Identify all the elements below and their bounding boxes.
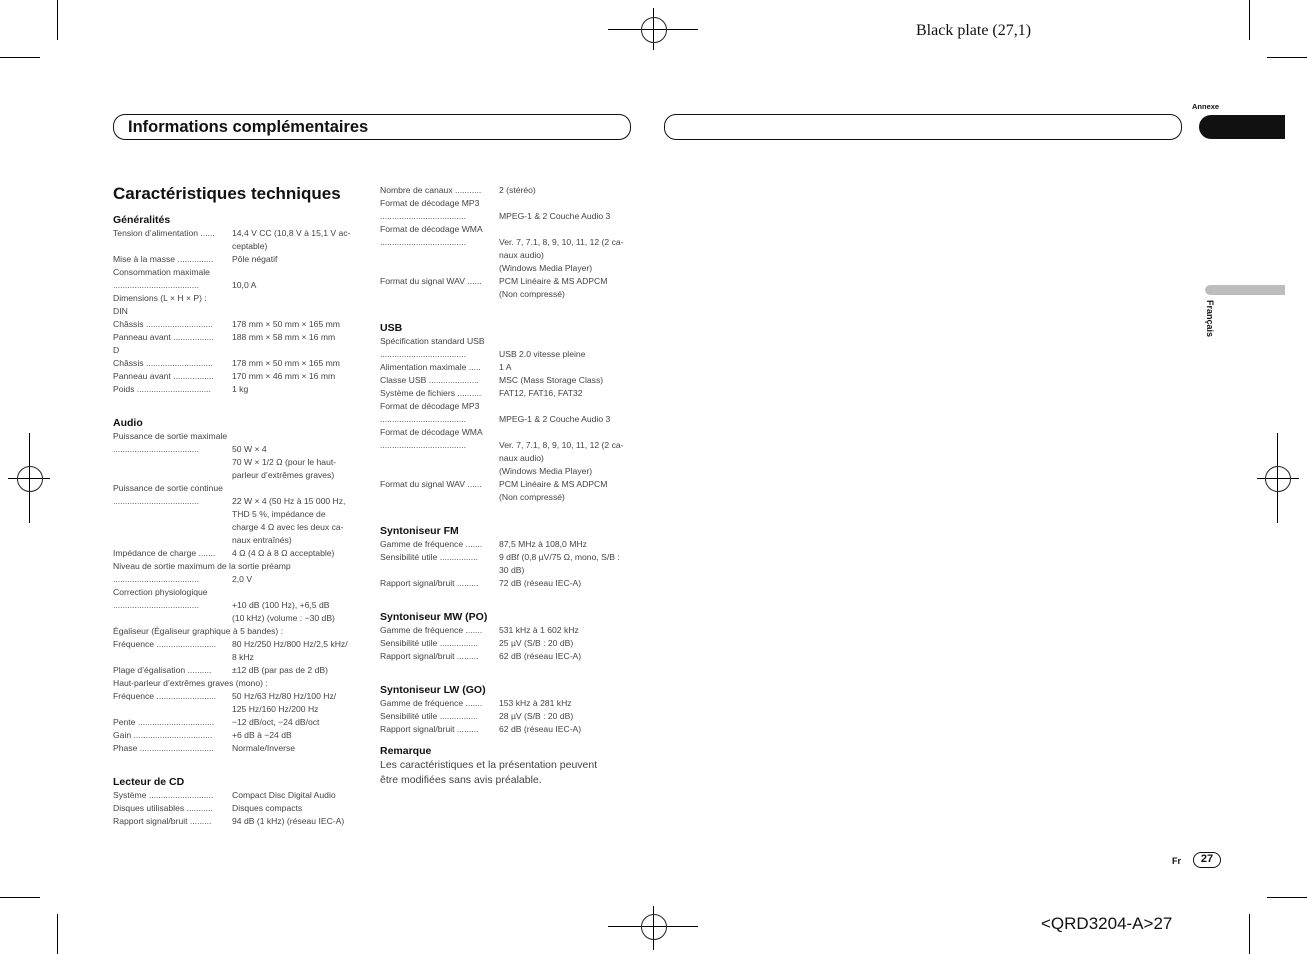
rows-audio [113, 430, 358, 755]
language-label: Français [1205, 300, 1215, 338]
spec-row [380, 439, 632, 452]
spec-key: Mise à la masse ............... [113, 254, 214, 264]
spec-key: Alimentation maximale ..... [380, 362, 481, 372]
spec-key [113, 456, 232, 469]
heading-audio: Audio [113, 417, 143, 429]
spec-row [380, 262, 632, 275]
spec-key: .................................... [380, 440, 466, 450]
spec-value: (Windows Media Player) [499, 263, 593, 273]
spec-value: parleur d’extrêmes graves) [232, 470, 335, 480]
spec-key [113, 521, 232, 534]
spec-row [380, 387, 632, 400]
spec-key [113, 651, 232, 664]
spec-row [380, 361, 632, 374]
crop-mark [57, 0, 58, 40]
spec-row [113, 612, 358, 625]
spec-row [113, 357, 358, 370]
spec-value: 87,5 MHz à 108,0 MHz [499, 539, 587, 549]
spec-key: Poids ............................... [113, 384, 211, 394]
crop-mark [0, 57, 40, 58]
spec-key: .................................... [380, 349, 466, 359]
spec-key [113, 469, 232, 482]
spec-value: 14,4 V CC (10,8 V à 15,1 V ac- [232, 228, 351, 238]
spec-value: ceptable) [232, 241, 268, 251]
spec-key: Système de fichiers .......... [380, 388, 482, 398]
spec-value: +10 dB (100 Hz), +6,5 dB [232, 600, 330, 610]
spec-value: 30 dB) [499, 565, 525, 575]
spec-key: Panneau avant ................. [113, 332, 214, 342]
spec-line: Format de décodage WMA [380, 224, 483, 234]
spec-key: .................................... [113, 600, 199, 610]
spec-value: 8 kHz [232, 652, 254, 662]
spec-key: Disques utilisables ........... [113, 803, 213, 813]
spec-value: 62 dB (réseau IEC-A) [499, 651, 582, 661]
spec-value: MPEG-1 & 2 Couche Audio 3 [499, 414, 611, 424]
spec-row [113, 599, 358, 612]
spec-value: PCM Linéaire & MS ADPCM [499, 479, 608, 489]
spec-key: Rapport signal/bruit ......... [380, 651, 479, 661]
spec-value: (Windows Media Player) [499, 466, 593, 476]
spec-line: Spécification standard USB [380, 336, 485, 346]
registration-mark-icon [641, 17, 667, 43]
spec-key: Pente ................................ [113, 717, 215, 727]
spec-row [380, 210, 632, 223]
heading-cd: Lecteur de CD [113, 776, 185, 788]
heading-remarque: Remarque [380, 745, 432, 757]
language-tab [1205, 285, 1285, 295]
spec-line: Correction physiologique [113, 587, 208, 597]
spec-value: MPEG-1 & 2 Couche Audio 3 [499, 211, 611, 221]
spec-row [113, 318, 358, 331]
spec-key [380, 491, 499, 504]
heading-generalites: Généralités [113, 214, 171, 226]
spec-row [380, 348, 632, 361]
spec-line: Haut-parleur d’extrêmes graves (mono) : [113, 678, 268, 688]
spec-value: Normale/Inverse [232, 743, 296, 753]
spec-row [113, 521, 358, 534]
spec-key: .................................... [113, 574, 199, 584]
spec-row [113, 370, 358, 383]
spec-key: Phase ............................... [113, 743, 214, 753]
section-title: Informations complémentaires [128, 118, 369, 136]
specs-column-2 [380, 184, 632, 788]
spec-key: Format du signal WAV ...... [380, 276, 482, 286]
spec-row [380, 564, 632, 577]
spec-row [380, 624, 632, 637]
spec-row [380, 491, 632, 504]
spec-row [113, 331, 358, 344]
spec-value: +6 dB à −24 dB [232, 730, 292, 740]
page-title: Caractéristiques techniques [113, 184, 341, 203]
spec-key: Châssis ............................ [113, 319, 213, 329]
heading-lw: Syntoniseur LW (GO) [380, 684, 486, 696]
spec-value: 28 µV (S/B : 20 dB) [499, 711, 574, 721]
spec-row [380, 538, 632, 551]
spec-row [380, 551, 632, 564]
crop-mark [57, 914, 58, 954]
spec-value: charge 4 Ω avec les deux ca- [232, 522, 344, 532]
spec-line: Puissance de sortie continue [113, 483, 223, 493]
spec-key: Rapport signal/bruit ......... [113, 816, 212, 826]
spec-row [380, 288, 632, 301]
spec-row [380, 577, 632, 590]
spec-row [380, 275, 632, 288]
spec-row [113, 729, 358, 742]
plate-label: Black plate (27,1) [916, 22, 1032, 39]
spec-key [113, 703, 232, 716]
spec-row [380, 723, 632, 736]
spec-key: Sensibilité utile ................ [380, 638, 478, 648]
spec-key: Format du signal WAV ...... [380, 479, 482, 489]
spec-key: Rapport signal/bruit ......... [380, 724, 479, 734]
spec-row [113, 547, 358, 560]
spec-key [113, 612, 232, 625]
spec-value: naux entraînés) [232, 535, 292, 545]
spec-key: .................................... [380, 237, 466, 247]
remarque-line: Les caractéristiques et la présentation peuvent [380, 759, 598, 771]
spec-row [113, 534, 358, 547]
page-number: 27 [1200, 853, 1214, 865]
spec-row [113, 716, 358, 729]
heading-fm: Syntoniseur FM [380, 525, 459, 537]
spec-value: FAT12, FAT16, FAT32 [499, 388, 583, 398]
spec-key: Impédance de charge ....... [113, 548, 216, 558]
crop-mark [1249, 914, 1250, 954]
page-number-badge [1193, 852, 1221, 868]
spec-value: Pôle négatif [232, 254, 278, 264]
spec-value: 2 (stéréo) [499, 185, 536, 195]
spec-value: 178 mm × 50 mm × 165 mm [232, 358, 340, 368]
spec-row [380, 465, 632, 478]
spec-key [380, 452, 499, 465]
spec-row [113, 815, 358, 828]
spec-row [113, 690, 358, 703]
spec-key: Panneau avant ................. [113, 371, 214, 381]
spec-key: Tension d’alimentation ...... [113, 228, 215, 238]
spec-key [380, 465, 499, 478]
spec-row [380, 478, 632, 491]
spec-line: Format de décodage MP3 [380, 401, 480, 411]
spec-key: Système ........................... [113, 790, 214, 800]
rows-mw [380, 624, 632, 663]
spec-row [113, 703, 358, 716]
crop-mark [1249, 0, 1250, 40]
spec-row [380, 452, 632, 465]
spec-line: Format de décodage WMA [380, 427, 483, 437]
heading-usb: USB [380, 322, 403, 334]
spec-value: Ver. 7, 7.1, 8, 9, 10, 11, 12 (2 ca- [499, 440, 624, 450]
spec-line: Format de décodage MP3 [380, 198, 480, 208]
spec-value: 9 dBf (0,8 µV/75 Ω, mono, S/B : [499, 552, 620, 562]
spec-row [113, 651, 358, 664]
spec-row [380, 710, 632, 723]
header-bar-right [664, 114, 1182, 140]
rows-generalites [113, 227, 358, 396]
spec-key [113, 534, 232, 547]
spec-value: (Non compressé) [499, 492, 565, 502]
spec-row [113, 789, 358, 802]
spec-value: 188 mm × 58 mm × 16 mm [232, 332, 336, 342]
rows-cd [113, 789, 358, 828]
spec-value: (Non compressé) [499, 289, 565, 299]
spec-key: Fréquence ......................... [113, 639, 217, 649]
spec-line: Puissance de sortie maximale [113, 431, 228, 441]
spec-line: DIN [113, 306, 128, 316]
spec-key: Gamme de fréquence ....... [380, 625, 483, 635]
spec-value: −12 dB/oct, −24 dB/oct [232, 717, 320, 727]
spec-row [380, 236, 632, 249]
spec-row [113, 253, 358, 266]
spec-row [113, 469, 358, 482]
annexe-tab [1199, 115, 1285, 139]
spec-value: 153 kHz à 281 kHz [499, 698, 572, 708]
footer-lang: Fr [1172, 856, 1181, 866]
spec-value: naux audio) [499, 250, 544, 260]
spec-value: 72 dB (réseau IEC-A) [499, 578, 582, 588]
spec-row [380, 413, 632, 426]
spec-value: 178 mm × 50 mm × 165 mm [232, 319, 340, 329]
spec-key: .................................... [113, 444, 199, 454]
rows-fm [380, 538, 632, 590]
spec-value: 170 mm × 46 mm × 16 mm [232, 371, 336, 381]
spec-value: 25 µV (S/B : 20 dB) [499, 638, 574, 648]
spec-value: 2,0 V [232, 574, 253, 584]
spec-key: .................................... [380, 414, 466, 424]
crop-mark [0, 897, 40, 898]
remarque-line: être modifiées sans avis préalable. [380, 774, 542, 786]
spec-key: .................................... [380, 211, 466, 221]
spec-value: naux audio) [499, 453, 544, 463]
spec-line: Consommation maximale [113, 267, 210, 277]
spec-value: PCM Linéaire & MS ADPCM [499, 276, 608, 286]
spec-key: Nombre de canaux ........... [380, 185, 482, 195]
rows-lw [380, 697, 632, 736]
registration-mark-icon [1265, 466, 1291, 492]
spec-row [380, 184, 632, 197]
spec-key [113, 508, 232, 521]
spec-value: 50 W × 4 [232, 444, 267, 454]
spec-value: Disques compacts [232, 803, 303, 813]
spec-key: Gain ................................. [113, 730, 213, 740]
spec-value: 125 Hz/160 Hz/200 Hz [232, 704, 319, 714]
spec-value: Ver. 7, 7.1, 8, 9, 10, 11, 12 (2 ca- [499, 237, 624, 247]
spec-row [113, 802, 358, 815]
document-code: <QRD3204-A>27 [1041, 914, 1173, 933]
spec-key: Classe USB ..................... [380, 375, 479, 385]
spec-row [113, 742, 358, 755]
spec-value: 1 kg [232, 384, 249, 394]
crop-mark [1267, 897, 1307, 898]
spec-value: 62 dB (réseau IEC-A) [499, 724, 582, 734]
spec-row [380, 249, 632, 262]
spec-key: Gamme de fréquence ....... [380, 539, 483, 549]
spec-value: 80 Hz/250 Hz/800 Hz/2,5 kHz/ [232, 639, 348, 649]
spec-key: Gamme de fréquence ....... [380, 698, 483, 708]
spec-key [113, 240, 232, 253]
spec-key: Châssis ............................ [113, 358, 213, 368]
registration-mark-icon [641, 914, 667, 940]
rows-top [380, 184, 632, 301]
spec-row [113, 638, 358, 651]
spec-value: THD 5 %, impédance de [232, 509, 326, 519]
spec-value: 70 W × 1/2 Ω (pour le haut- [232, 457, 337, 467]
spec-key [380, 249, 499, 262]
registration-mark-icon [17, 466, 43, 492]
spec-line: Égaliseur (Égaliseur graphique à 5 bandes) : [113, 626, 284, 636]
crop-mark [1267, 57, 1307, 58]
spec-key: Sensibilité utile ................ [380, 552, 478, 562]
spec-key: Rapport signal/bruit ......... [380, 578, 479, 588]
spec-value: 22 W × 4 (50 Hz à 15 000 Hz, [232, 496, 346, 506]
spec-row [113, 240, 358, 253]
spec-key [380, 288, 499, 301]
spec-key [380, 262, 499, 275]
spec-row [113, 508, 358, 521]
spec-row [113, 495, 358, 508]
spec-row [380, 637, 632, 650]
spec-value: ±12 dB (par pas de 2 dB) [232, 665, 328, 675]
spec-row [380, 374, 632, 387]
spec-value: Compact Disc Digital Audio [232, 790, 336, 800]
spec-key: .................................... [113, 280, 199, 290]
spec-value: 531 kHz à 1 602 kHz [499, 625, 579, 635]
heading-mw: Syntoniseur MW (PO) [380, 611, 488, 623]
spec-value: 1 A [499, 362, 512, 372]
spec-line: Niveau de sortie maximum de la sortie préamp [113, 561, 291, 571]
spec-value: 4 Ω (4 Ω à 8 Ω acceptable) [232, 548, 335, 558]
spec-line: Dimensions (L × H × P) : [113, 293, 207, 303]
spec-row [380, 697, 632, 710]
spec-value: 50 Hz/63 Hz/80 Hz/100 Hz/ [232, 691, 337, 701]
spec-row [113, 227, 358, 240]
spec-value: MSC (Mass Storage Class) [499, 375, 604, 385]
spec-key: .................................... [113, 496, 199, 506]
spec-row [380, 650, 632, 663]
section-title-bar [113, 114, 631, 140]
spec-value: 10,0 A [232, 280, 257, 290]
spec-value: (10 kHz) (volume : −30 dB) [232, 613, 335, 623]
rows-usb [380, 335, 632, 504]
spec-key [380, 564, 499, 577]
spec-line: D [113, 345, 120, 355]
spec-row [113, 664, 358, 677]
annexe-label: Annexe [1192, 102, 1220, 111]
spec-row [113, 383, 358, 396]
spec-key: Sensibilité utile ................ [380, 711, 478, 721]
spec-key: Plage d’égalisation .......... [113, 665, 212, 675]
spec-value: USB 2.0 vitesse pleine [499, 349, 586, 359]
spec-row [113, 443, 358, 456]
spec-row [113, 456, 358, 469]
spec-row [113, 573, 358, 586]
spec-row [113, 279, 358, 292]
spec-key: Fréquence ......................... [113, 691, 217, 701]
spec-value: 94 dB (1 kHz) (réseau IEC-A) [232, 816, 345, 826]
specs-column-1 [113, 213, 358, 828]
